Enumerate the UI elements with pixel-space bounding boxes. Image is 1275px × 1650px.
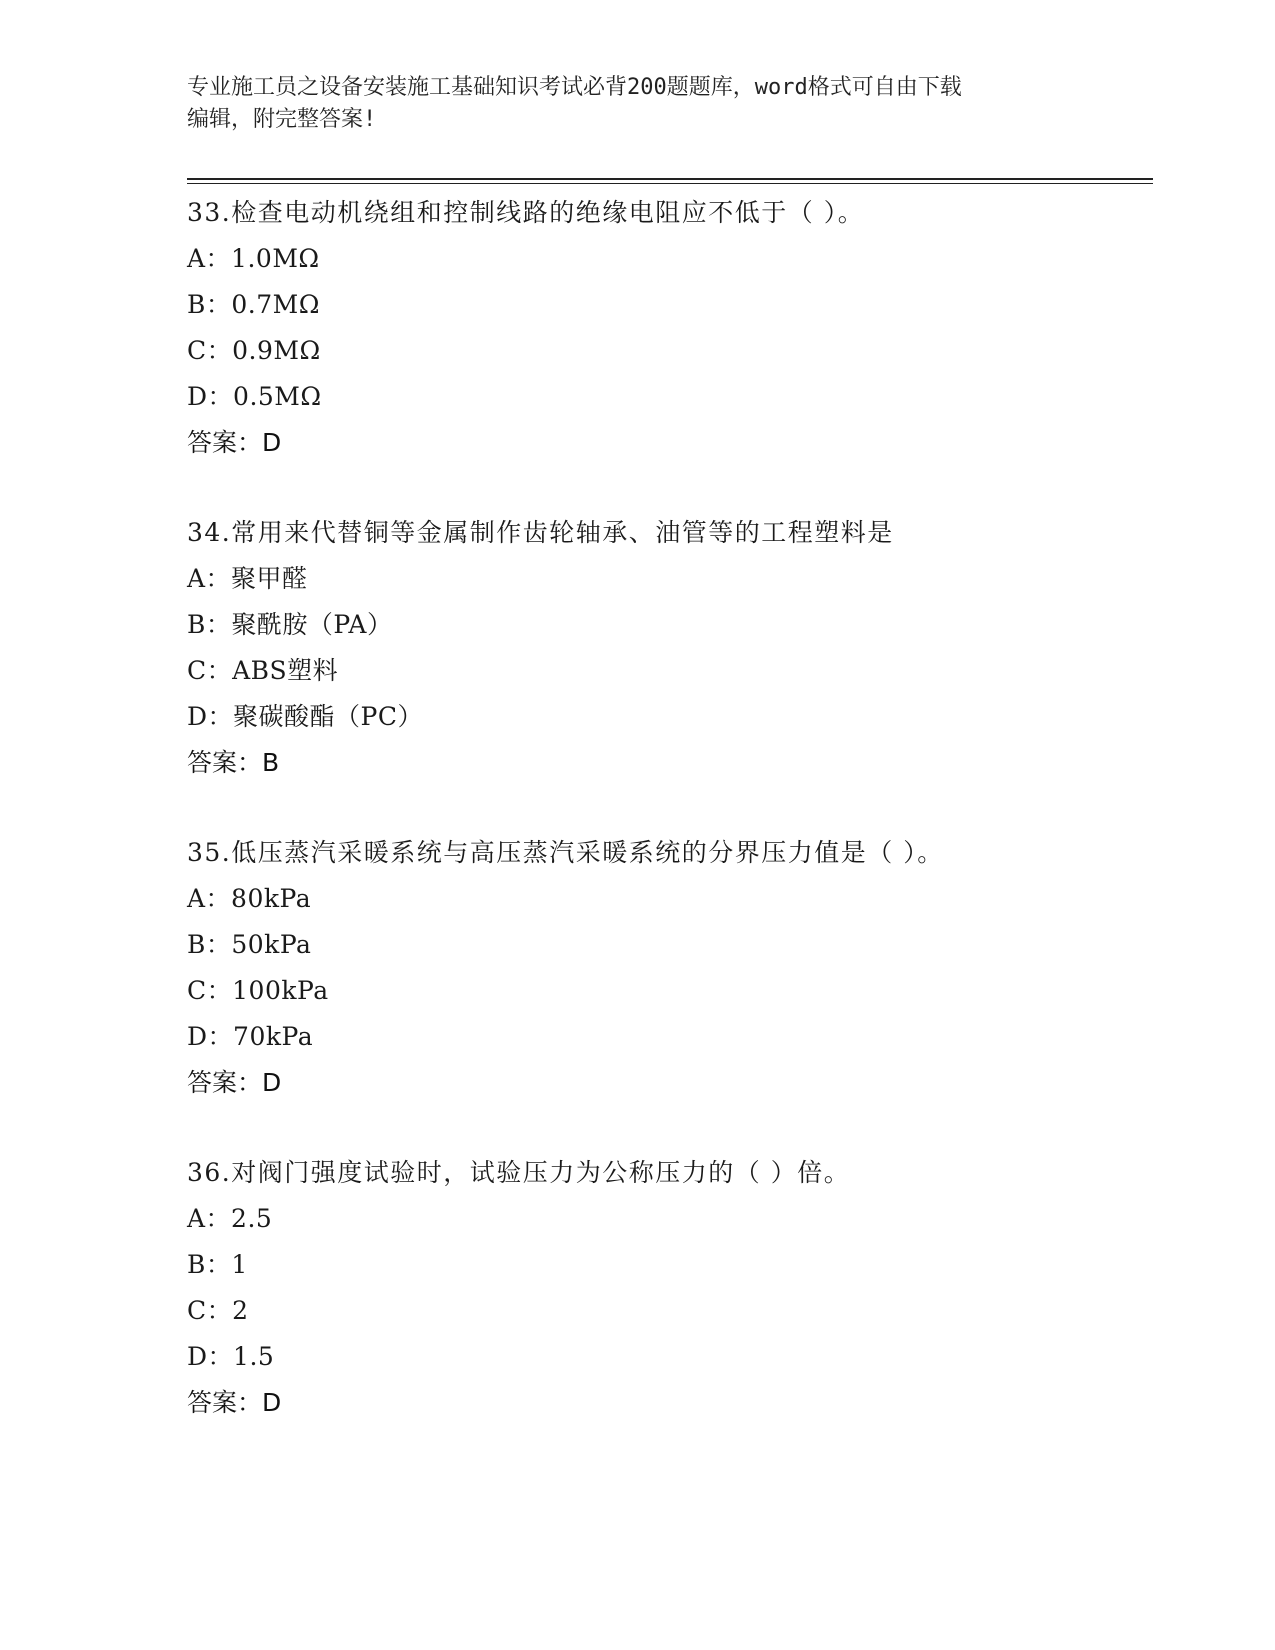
question-text: 34.常用来代替铜等金属制作齿轮轴承、油管等的工程塑料是 xyxy=(187,518,894,547)
document-header xyxy=(187,72,1087,136)
question-text: 33.检查电动机绕组和控制线路的绝缘电阻应不低于（ ）。 xyxy=(187,198,865,227)
header-line-2: 编辑，附完整答案! xyxy=(187,107,377,132)
option-c: C：0.9MΩ xyxy=(187,336,321,365)
question-33 xyxy=(187,190,1153,510)
option-a: A：聚甲醛 xyxy=(187,564,308,593)
option-c: C：100kPa xyxy=(187,976,329,1005)
answer-label: 答案：B xyxy=(187,748,280,777)
question-text: 36.对阀门强度试验时，试验压力为公称压力的（ ）倍。 xyxy=(187,1158,851,1187)
answer-label: 答案：D xyxy=(187,428,282,457)
answer-label: 答案：D xyxy=(187,1068,282,1097)
option-d: D：聚碳酸酯（PC） xyxy=(187,702,423,731)
header-rule-thin xyxy=(187,183,1153,184)
option-b: B：1 xyxy=(187,1250,248,1279)
option-d: D：0.5MΩ xyxy=(187,382,322,411)
header-line-1: 专业施工员之设备安装施工基础知识考试必背200题题库，word格式可自由下载 xyxy=(187,75,962,100)
option-b: B：聚酰胺（PA） xyxy=(187,610,393,639)
question-35 xyxy=(187,830,1153,1150)
question-text: 35.低压蒸汽采暖系统与高压蒸汽采暖系统的分界压力值是（ ）。 xyxy=(187,838,944,867)
question-36 xyxy=(187,1150,1153,1470)
answer-label: 答案：D xyxy=(187,1388,282,1417)
option-d: D：1.5 xyxy=(187,1342,275,1371)
question-list xyxy=(187,190,1153,1470)
header-rule-thick xyxy=(187,178,1153,180)
option-b: B：50kPa xyxy=(187,930,312,959)
option-a: A：2.5 xyxy=(187,1204,273,1233)
option-b: B：0.7MΩ xyxy=(187,290,320,319)
option-d: D：70kPa xyxy=(187,1022,314,1051)
question-34 xyxy=(187,510,1153,830)
option-a: A：1.0MΩ xyxy=(187,244,320,273)
option-a: A：80kPa xyxy=(187,884,312,913)
option-c: C：2 xyxy=(187,1296,249,1325)
option-c: C：ABS塑料 xyxy=(187,656,339,685)
